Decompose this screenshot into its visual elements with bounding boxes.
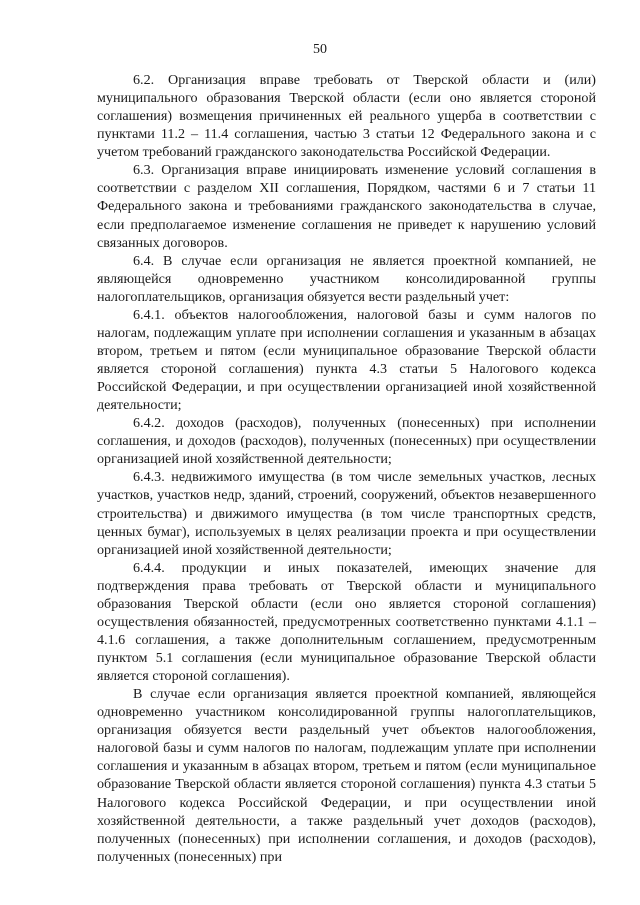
- paragraph-6-4-4: 6.4.4. продукции и иных показателей, имеющих значение для подтверждения права требовать от Тверской области и муниципального образования Тверской области (если оно является стороной соглашения) осуществления обязанностей, предусмотренных соответственно пунктами 4.1.1 – 4.1.6 соглашения, а также дополнительным соглашением, предусмотренным пунктом 5.1 соглашения (если муниципальное образование Тверской области является стороной соглашения).: [97, 559, 596, 685]
- document-body: [97, 71, 596, 866]
- paragraph-6-4-1: 6.4.1. объектов налогообложения, налоговой базы и сумм налогов по налогам, подлежащим уплате при исполнении соглашения и указанным в абзацах втором, третьем и пятом (если муниципальное образование Тверской области является стороной соглашения) пункта 4.3 статьи 5 Налогового кодекса Российской Федерации, и при осуществлении организацией иной хозяйственной деятельности;: [97, 306, 596, 414]
- paragraph-6-3: 6.3. Организация вправе инициировать изменение условий соглашения в соответствии с разделом XII соглашения, Порядком, частями 6 и 7 статьи 11 Федерального закона и требованиями гражданского законодательства в случае, если предполагаемое изменение соглашения не приведет к нарушению условий связанных договоров.: [97, 162, 596, 251]
- paragraph-project-company: В случае если организация является проектной компанией, являющейся одновременно участником консолидированной группы налогоплательщиков, организация обязуется вести раздельный учет объектов налогообложения, налоговой базы и сумм налогов по налогам, подлежащим уплате при исполнении соглашения и указанным в абзацах втором, третьем и пятом (если муниципальное образование Тверской области является стороной соглашения) пункта 4.3 статьи 5 Налогового кодекса Российской Федерации, и при осуществлении иной хозяйственной деятельности, а также раздельный учет доходов (расходов), полученных (понесенных) при исполнении соглашения, и доходов (расходов), полученных (понесенных) при: [97, 686, 596, 865]
- paragraph-6-4-2: 6.4.2. доходов (расходов), полученных (понесенных) при исполнении соглашения, и доходов (расходов), полученных (понесенных) при осуществлении организацией иной хозяйственной деятельности;: [97, 415, 596, 468]
- paragraph-6-4: 6.4. В случае если организация не является проектной компанией, не являющейся одновременно участником консолидированной группы налогоплательщиков, организация обязуется вести раздельный учет:: [97, 252, 596, 305]
- paragraph-6-4-3: 6.4.3. недвижимого имущества (в том числе земельных участков, лесных участков, участков недр, зданий, строений, сооружений, объектов незавершенного строительства) и движимого имущества (в том числе транспортных средств, ценных бумаг), используемых в целях реализации проекта и при осуществлении организацией иной хозяйственной деятельности;: [97, 469, 596, 558]
- page-number: 50: [313, 42, 327, 57]
- paragraph-6-2: 6.2. Организация вправе требовать от Тверской области и (или) муниципального образования Тверской области (если оно является стороной соглашения) возмещения причиненных ей реального ущерба в соответствии с пунктами 11.2 – 11.4 соглашения, частью 3 статьи 12 Федерального закона и с учетом требований гражданского законодательства Российской Федерации.: [97, 72, 596, 161]
